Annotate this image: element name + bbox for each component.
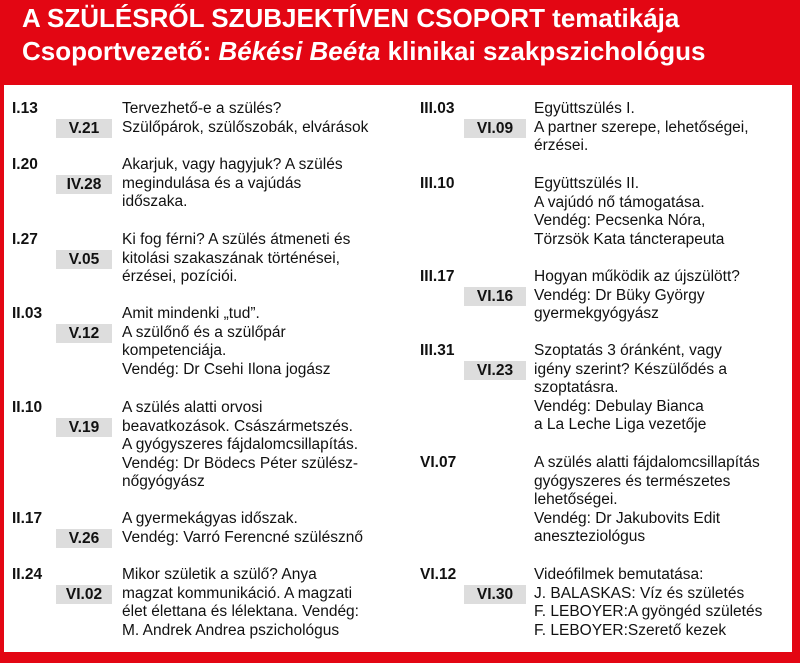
description-line: A szülőnő és a szülőpár [122, 323, 286, 341]
session-date: II.10 [12, 399, 43, 416]
description-line: gyógyszeres és természetes [534, 472, 731, 490]
session-alt-date: IV.28 [56, 175, 112, 194]
description-line: lehetőségei. [534, 491, 618, 508]
session-description [534, 454, 760, 547]
session-description [122, 566, 359, 640]
description-line: Szoptatás 3 óránként, vagy [534, 342, 722, 359]
description-line: Hogyan működik az újszülött? [534, 268, 740, 285]
description-line: Szülőpárok, szülőszobák, elvárások [122, 118, 369, 136]
description-line: Törzsök Kata táncterapeuta [534, 230, 725, 248]
description-line: megindulása és a vajúdás [122, 174, 302, 192]
description-line: Együttszülés II. [534, 175, 640, 192]
title-line-2 [22, 35, 792, 68]
session-date: III.10 [420, 175, 455, 192]
description-line: érzései. [534, 137, 589, 154]
session-date: II.17 [12, 510, 43, 527]
schedule-panel [4, 85, 792, 652]
session-description [122, 156, 343, 212]
description-line: aneszteziológus [534, 528, 646, 545]
session-date: III.17 [420, 268, 455, 285]
description-line: J. BALASKAS: Víz és születés [534, 584, 745, 602]
description-line: gyermekgyógyász [534, 305, 659, 322]
leader-name: Békési Beéta [218, 36, 381, 66]
title-prefix: Csoportvezető: [22, 36, 219, 66]
session-alt-date: V.21 [56, 119, 112, 138]
description-line: Ki fog férni? A szülés átmeneti és [122, 231, 351, 248]
description-line: Együttszülés I. [534, 100, 635, 117]
session-date: II.03 [12, 305, 43, 322]
description-line: Amit mindenki „tud”. [122, 305, 260, 322]
description-line: kompetenciája. [122, 342, 227, 359]
description-line: nőgyógyász [122, 473, 205, 490]
session-date: III.31 [420, 342, 455, 359]
description-line: időszaka. [122, 193, 188, 210]
session-date: I.27 [12, 231, 38, 248]
session-description [534, 268, 740, 324]
description-line: Mikor születik a szülő? Anya [122, 566, 317, 583]
session-alt-date: VI.16 [464, 287, 526, 306]
description-line: Vendég: Dr Bödecs Péter szülész- [122, 454, 359, 472]
description-line: Vendég: Dr Büky György [534, 286, 705, 304]
title-suffix: klinikai szakpszichológus [380, 36, 706, 66]
session-alt-date: VI.30 [464, 585, 526, 604]
session-date: VI.07 [420, 454, 457, 471]
session-date: III.03 [420, 100, 455, 117]
description-line: A szülés alatti orvosi [122, 399, 263, 416]
session-alt-date: V.05 [56, 250, 112, 269]
session-alt-date: VI.09 [464, 119, 526, 138]
description-line: magzat kommunikáció. A magzati [122, 584, 353, 602]
description-line: kitolási szakaszának történései, [122, 249, 340, 267]
session-description [122, 305, 331, 379]
description-line: beavatkozások. Császármetszés. [122, 417, 353, 435]
session-description [534, 100, 749, 156]
session-alt-date: VI.23 [464, 361, 526, 380]
session-alt-date: V.19 [56, 418, 112, 437]
session-date: I.13 [12, 100, 38, 117]
session-description [122, 399, 358, 492]
session-alt-date: V.12 [56, 324, 112, 343]
description-line: igény szerint? Készülődés a [534, 360, 728, 378]
title-line-1: A SZÜLÉSRŐL SZUBJEKTÍVEN CSOPORT tematikája [22, 3, 680, 33]
description-line: Tervezhető-e a szülés? [122, 100, 282, 117]
description-line: A partner szerepe, lehetőségei, [534, 118, 749, 136]
description-line: A gyógyszeres fájdalomcsillapítás. [122, 436, 359, 453]
session-description [122, 100, 368, 137]
description-line: F. LEBOYER:A gyöngéd születés [534, 603, 763, 620]
description-line: A gyermekágyas időszak. [122, 510, 298, 527]
description-line: szoptatásra. [534, 379, 619, 396]
description-line: M. Andrek Andrea pszichológus [122, 621, 340, 639]
description-line: Vendég: Pecsenka Nóra, [534, 212, 706, 229]
session-alt-date: VI.02 [56, 585, 112, 604]
description-line: A vajúdó nő támogatása. [534, 193, 705, 211]
session-description [534, 566, 762, 640]
description-line: F. LEBOYER:Szerető kezek [534, 621, 727, 639]
session-alt-date: V.26 [56, 529, 112, 548]
session-description [534, 175, 724, 249]
session-date: II.24 [12, 566, 43, 583]
session-description [122, 510, 363, 547]
session-date: VI.12 [420, 566, 457, 583]
description-line: érzései, pozíciói. [122, 268, 238, 285]
description-line: Vendég: Dr Jakubovits Edit [534, 509, 721, 527]
session-description [122, 231, 350, 287]
description-line: Videófilmek bemutatása: [534, 566, 704, 583]
description-line: A szülés alatti fájdalomcsillapítás [534, 454, 760, 471]
description-line: Vendég: Debulay Bianca [534, 397, 704, 415]
description-line: Vendég: Dr Csehi Ilona jogász [122, 360, 331, 378]
description-line: élet élettana és lélektana. Vendég: [122, 603, 359, 620]
session-date: I.20 [12, 156, 38, 173]
description-line: Vendég: Varró Ferencné szülésznő [122, 528, 363, 546]
session-description [534, 342, 727, 435]
page-title [22, 2, 792, 68]
description-line: a La Leche Liga vezetője [534, 416, 707, 433]
description-line: Akarjuk, vagy hagyjuk? A szülés [122, 156, 343, 173]
